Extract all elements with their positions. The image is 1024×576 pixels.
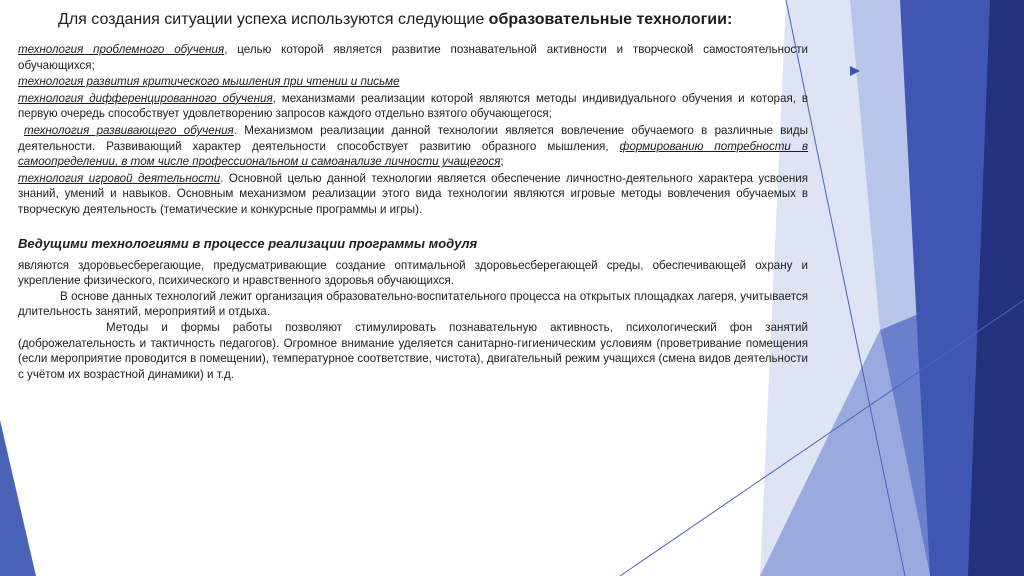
technology-item-5-text: . Основной целью данной технологии является обеспечение личностно-деятельного характера усвоения знаний, умений и навыков. Основным механизмом реализации этого вида технологии являются игровые методы вовлечения обучаемых в творческую деятельность (тематические и конкурсные программы и игры).: [18, 171, 808, 216]
technology-item-4-end: ;: [500, 155, 504, 169]
technology-item-3: [18, 91, 808, 122]
body-paragraph-1: являются здоровьесберегающие, предусматривающие создание оптимальной здоровьесберегающей среды, обеспечивающей охрану и укрепление физического, психического и нравственного здоровья обучающихся.: [18, 258, 808, 288]
slide-title-normal: Для создания ситуации успеха используются следующие: [58, 11, 489, 28]
slide-content: [18, 10, 808, 382]
technology-item-4-lead: технология развивающего обучения: [24, 123, 234, 137]
technology-item-1-lead: технология проблемного обучения: [18, 43, 225, 56]
technology-item-4-text: . Механизмом реализации данной технологии является вовлечение обучаемого в различные виды деятельности. Развивающий характер деятельности способствует развитию образного мышления,: [18, 123, 809, 153]
technology-item-2-lead: технология развития критического мышления при чтении и письме: [18, 75, 400, 89]
body-paragraph-2: В основе данных технологий лежит организация образовательно-воспитательного процесса на открытых площадках лагеря, учитывается длительность занятий, мероприятий и отдыха.: [18, 289, 808, 319]
technology-item-3-text: , механизмами реализации которой являются методы индивидуального обучения и которая, в первую очередь способствует удовлетворению запросов каждого отдельно взятого обучающегося;: [18, 91, 808, 121]
technology-item-5: [18, 171, 808, 218]
technology-item-4-tail: формированию потребности в самоопределении, в том числе профессиональном и самоанализе личности учащегося: [18, 139, 808, 169]
slide-title-bold: образовательные технологии:: [488, 11, 733, 28]
technology-item-5-lead: технология игровой деятельности: [18, 171, 221, 185]
body-paragraph-3: Методы и формы работы позволяют стимулировать познавательную активность, психологический фон занятий (доброжелательность и тактичность педагогов). Огромное внимание уделяется санитарно-гигиеническим условиям (проветривание помещения (если мероприятие проводится в помещении), температурное соответствие, чистота), двигательный режим учащихся (смена видов деятельности с учётом их возрастной динамики) и т.д.: [18, 320, 808, 381]
technology-item-4: [18, 123, 808, 170]
technology-item-1: [18, 42, 808, 73]
technology-item-1-text: , целью которой является развитие познавательной активности и творческой самостоятельности обучающихся;: [18, 43, 809, 72]
technology-item-3-lead: технология дифференцированного обучения: [18, 91, 273, 105]
technology-item-2: [18, 74, 808, 90]
slide-title: [58, 10, 808, 30]
left-corner-triangle: [0, 420, 36, 576]
section-subheading: Ведущими технологиями в процессе реализации программы модуля: [18, 235, 478, 251]
